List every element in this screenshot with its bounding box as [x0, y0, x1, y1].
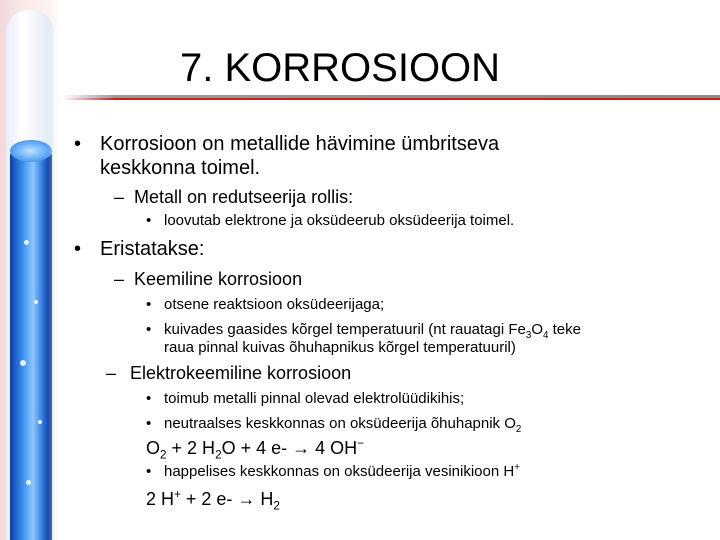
test-tube-liquid	[10, 150, 52, 540]
bubble	[20, 360, 26, 366]
sub-sub-bullet-text-continued: raua pinnal kuivas õhuhapnikus kõrgel temperatuuril)	[164, 339, 516, 356]
dash-marker: –	[114, 269, 125, 289]
bubble	[24, 240, 29, 245]
dash-marker: –	[114, 187, 125, 207]
sub-sub-bullet-text: toimub metalli pinnal olevad elektrolüüdikihis;	[164, 390, 465, 407]
arrow-icon: →	[292, 438, 311, 458]
bullet-marker: •	[146, 212, 152, 229]
liquid-surface	[10, 140, 52, 162]
sub-sub-bullet-text: otsene reaktsioon oksüdeerijaga;	[164, 296, 385, 313]
bubble	[38, 420, 42, 424]
slide-title: 7. KORROSIOON	[180, 46, 501, 90]
sub-sub-bullet-text: kuivades gaasides kõrgel temperatuuril (nt rauatagi $Fe_3O_4$ teke	[164, 321, 581, 341]
sub-sub-bullet-text: loovutab elektrone ja oksüdeerub oksüdeerija toimel.	[164, 212, 515, 229]
bubble	[34, 300, 38, 304]
bullet-text: Korrosioon on metallide hävimine ümbritseva	[100, 133, 500, 155]
bullet-text: Eristatakse:	[100, 238, 205, 260]
sub-sub-bullet-text: neutraalses keskkonnas on oksüdeerija õhuhapnik $O_2$	[164, 415, 522, 435]
chemical-equation: $O_2 + 2$ $H_2O + 4$ e- → 4 OH−	[146, 437, 364, 462]
arrow-icon: →	[237, 489, 256, 509]
title-divider-accent	[62, 98, 720, 100]
test-tube-decoration	[0, 0, 62, 540]
bullet-marker: •	[146, 390, 152, 407]
bullet-marker: •	[74, 238, 82, 260]
bubble	[26, 480, 31, 485]
bullet-marker: •	[146, 463, 152, 480]
dash-marker: –	[106, 363, 117, 383]
bullet-marker: •	[146, 321, 152, 338]
chemical-equation: 2 H+ + 2 $e- \to H_2$	[146, 488, 280, 513]
bullet-marker: •	[74, 133, 82, 155]
sub-bullet-text: Elektrokeemiline korrosioon	[130, 363, 352, 383]
sub-bullet-text: Metall on redutseerija rollis:	[134, 187, 354, 207]
bullet-marker: •	[146, 415, 152, 432]
bullet-text-continued: keskkonna toimel.	[100, 157, 261, 179]
bullet-marker: •	[146, 296, 152, 313]
sub-bullet-text: Keemiline korrosioon	[134, 269, 303, 289]
sub-sub-bullet-text: happelises keskkonnas on oksüdeerija vesinikioon H+	[164, 462, 520, 480]
